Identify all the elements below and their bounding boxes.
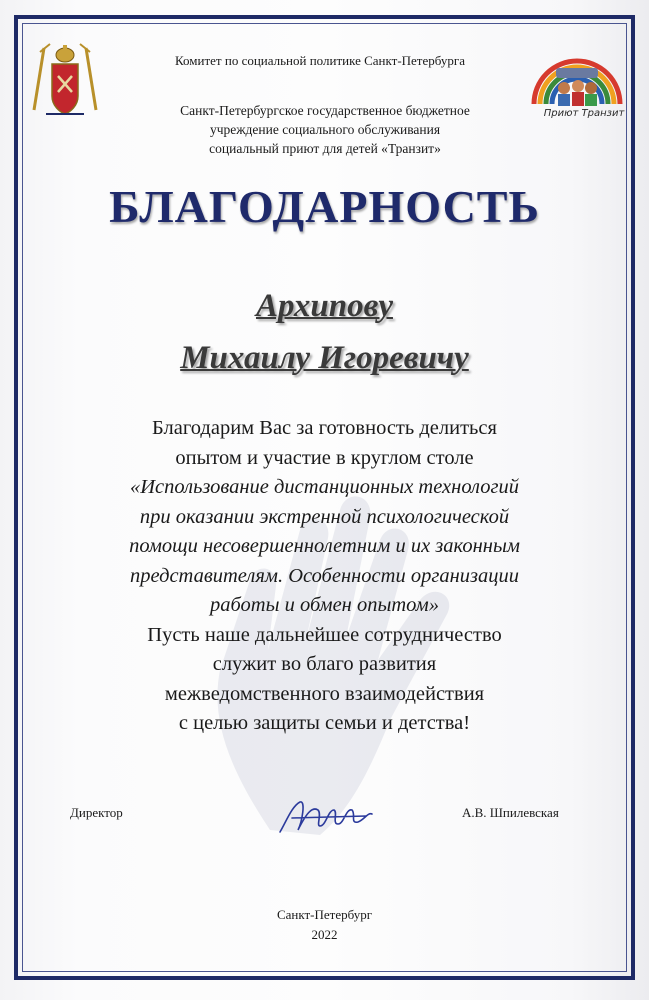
place-and-year: [24, 905, 625, 945]
event-title-line: представителям. Особенности организации: [129, 564, 520, 587]
body-line: межведомственного взаимодействия: [164, 682, 485, 705]
handwritten-signature: [272, 792, 382, 842]
transit-shelter-logo-icon: [528, 44, 626, 134]
saint-petersburg-coat-of-arms-icon: [24, 40, 106, 122]
institution-name: [110, 101, 540, 158]
institution-line: учреждение социального обслуживания: [209, 122, 441, 137]
body-line: Благодарим Вас за готовность делиться: [152, 417, 497, 439]
event-title-line: «Использование дистанционных технологий: [129, 476, 519, 498]
recipient-surname: Архипову: [256, 288, 393, 324]
event-title-line: работы и обмен опытом»: [210, 594, 439, 616]
institution-line: Санкт-Петербургское государственное бюджетное: [180, 103, 470, 118]
signatory-role: Директор: [70, 805, 123, 820]
recipient-given-names: Михаилу Игоревичу: [180, 340, 469, 376]
document-title: БЛАГОДАРНОСТЬ: [109, 181, 540, 232]
recipient-name: [24, 280, 625, 384]
city: Санкт-Петербург: [276, 907, 373, 922]
gratitude-text: [24, 414, 625, 739]
event-title-line: при оказании экстренной психологической: [139, 505, 510, 528]
body-line: опытом и участие в круглом столе: [175, 446, 474, 469]
logo-caption: Приют Транзит: [543, 108, 625, 119]
signatory-name: А.В. Шпилевская: [462, 805, 559, 820]
committee-name: Комитет по социальной политике Санкт-Петербурга: [175, 53, 465, 68]
body-line: с целью защиты семьи и детства!: [178, 712, 471, 734]
event-title-line: помощи несовершеннолетним и их законным: [129, 535, 520, 557]
body-line: служит во благо развития: [212, 653, 437, 675]
institution-line: социальный приют для детей «Транзит»: [209, 141, 441, 156]
body-line: Пусть наше дальнейшее сотрудничество: [147, 623, 502, 646]
year: 2022: [311, 927, 338, 942]
